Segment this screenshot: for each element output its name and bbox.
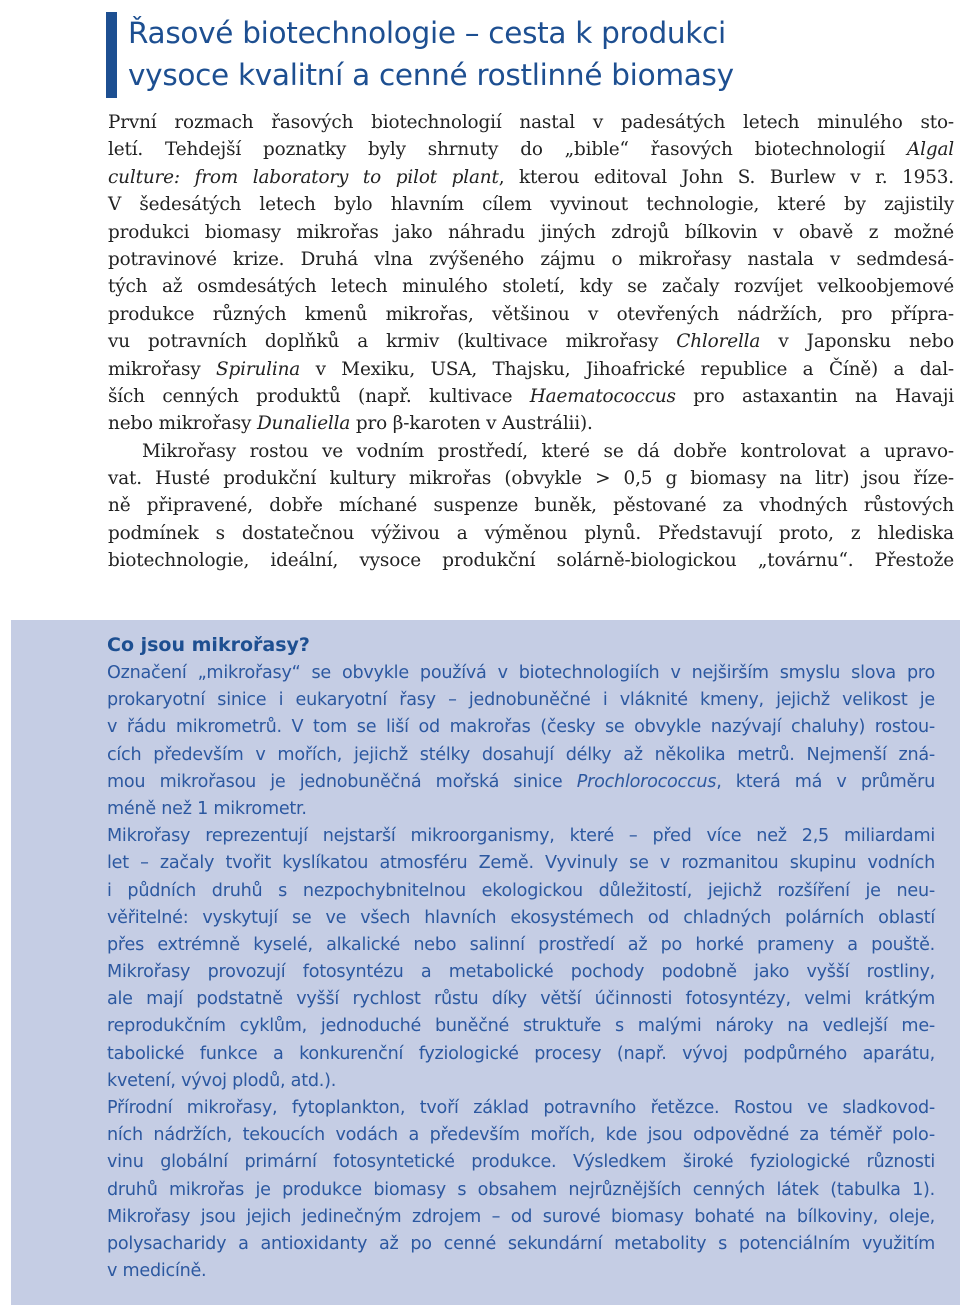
body-line: culture: from laboratory to pilot plant, kterou editoval John S. Burlew v r. 1953. <box>108 166 954 188</box>
body-line: V šedesátých letech bylo hlavním cílem vyvinout technologie, které by zajistily <box>108 194 954 216</box>
box-line: Mikrořasy provozují fotosyntézu a metabolické pochody podobně jako vyšší rostliny, <box>107 962 935 983</box>
box-line: Mikrořasy jsou jejich jedinečným zdrojem – od surové biomasy bohaté na bílkoviny, oleje, <box>107 1206 935 1227</box>
box-line: Označení „mikrořasy“ se obvykle používá v biotechnologiích v nejširším smyslu slova pro <box>107 663 935 683</box>
body-line: mikrořasy Spirulina v Mexiku, USA, Thajsku, Jihoafrické republice a Číně) a dal- <box>108 358 954 380</box>
title-accent-bar <box>106 12 117 98</box>
box-line: Mikrořasy reprezentují nejstarší mikroorganismy, které – před více než 2,5 miliardami <box>107 826 935 847</box>
box-line: reprodukčním cyklům, jednoduché buněčné struktuře s malými nároky na vedlejší me- <box>107 1016 935 1037</box>
body-line: vat. Husté produkční kultury mikrořas (obvykle > 0,5 g biomasy na litr) jsou říze- <box>108 468 954 490</box>
box-line: v řádu mikrometrů. V tom se liší od makrořas (česky se obvykle nazývají chaluhy) rostou- <box>107 717 935 738</box>
body-line: podmínek s dostatečnou výživou a výměnou plynů. Představují proto, z hlediska <box>108 522 954 544</box>
box-line: ních nádržích, tekoucích vodách a především mořích, kde jsou odpovědné za téměř polo- <box>107 1125 935 1146</box>
box-line: v medicíně. <box>107 1261 207 1282</box>
body-line: vu potravních doplňků a krmiv (kultivace mikrořasy Chlorella v Japonsku nebo <box>108 331 954 353</box>
box-line: druhů mikrořas je produkce biomasy s obsahem nejrůznějších cenných látek (tabulka 1). <box>107 1179 935 1200</box>
article-title-block <box>106 12 946 98</box>
box-line: polysacharidy a antioxidanty až po cenné sekundární metabolity s potenciálním využitím <box>107 1233 935 1254</box>
body-line: letí. Tehdejší poznatky byly shrnuty do „bible“ řasových biotechnologií Algal <box>108 139 954 161</box>
body-line: Mikrořasy rostou ve vodním prostředí, které se dá dobře kontrolovat a upravo- <box>142 440 954 462</box>
box-line: kvetení, vývoj plodů, atd.). <box>107 1070 337 1091</box>
body-line: ších cenných produktů (např. kultivace Haematococcus pro astaxantin na Havaji <box>108 385 954 407</box>
box-line: cích především v mořích, jejichž stélky dosahují délky až několika metrů. Nejmenší zná- <box>107 744 935 765</box>
body-line: potravinové krize. Druhá vlna zvýšeného zájmu o mikrořasy nastala v sedmdesá- <box>108 248 954 270</box>
box-line: mou mikrořasou je jednobuněčná mořská sinice Prochlorococcus, která má v průměru <box>107 771 935 792</box>
box-line: ale mají podstatně vyšší rychlost růstu díky větší účinnosti fotosyntézy, velmi krátkým <box>107 989 935 1010</box>
box-heading: Co jsou mikrořasy? <box>107 634 310 656</box>
box-line: vinu globální primární fotosyntetické produkce. Výsledkem široké fyziologické různosti <box>107 1152 935 1173</box>
body-line: produkci biomasy mikrořas jako náhradu jiných zdrojů bílkovin v obavě z možné <box>108 221 954 243</box>
body-line: biotechnologie, ideální, vysoce produkční solárně-biologickou „továrnu“. Přestože <box>108 550 954 572</box>
body-line: tých až osmdesátých letech minulého století, kdy se začaly rozvíjet velkoobjemové <box>108 276 954 298</box>
box-line: i půdních druhů s nezpochybnitelnou ekologickou důležitostí, jejichž rozšíření je neu- <box>107 880 935 901</box>
body-text <box>108 109 954 575</box>
box-text <box>107 660 935 1285</box>
body-line: nebo mikrořasy Dunaliella pro β-karoten v Austrálii). <box>108 413 593 435</box>
body-line: ně připravené, dobře míchané suspenze buněk, pěstované za vhodných růstových <box>108 495 954 517</box>
box-line: tabolické funkce a konkurenční fyziologické procesy (např. vývoj podpůrného aparátu, <box>107 1043 935 1064</box>
body-line: První rozmach řasových biotechnologií nastal v padesátých letech minulého sto- <box>108 112 954 133</box>
title-line-2: vysoce kvalitní a cenné rostlinné biomasy <box>128 58 734 92</box>
box-line: věřitelné: vyskytují se ve všech hlavních ekosystémech od chladných polárních oblastí <box>107 907 935 928</box>
title-line-1: Řasové biotechnologie – cesta k produkci <box>128 16 726 50</box>
article-title <box>128 12 948 96</box>
box-line: méně než 1 mikrometr. <box>107 798 307 819</box>
body-line: produkce různých kmenů mikrořas, většinou v otevřených nádržích, pro přípra- <box>108 303 954 325</box>
box-line: let – začaly tvořit kyslíkatou atmosféru Země. Vyvinuly se v rozmanitou skupinu vodních <box>107 853 935 874</box>
box-line: Přírodní mikrořasy, fytoplankton, tvoří základ potravního řetězce. Rostou ve sladkovod- <box>107 1098 935 1118</box>
box-line: prokaryotní sinice i eukaryotní řasy – jednobuněčné i vláknité kmeny, jejichž velikost je <box>107 690 935 711</box>
box-line: přes extrémně kyselé, alkalické nebo salinní prostředí až po horké prameny a pouště. <box>107 934 935 955</box>
